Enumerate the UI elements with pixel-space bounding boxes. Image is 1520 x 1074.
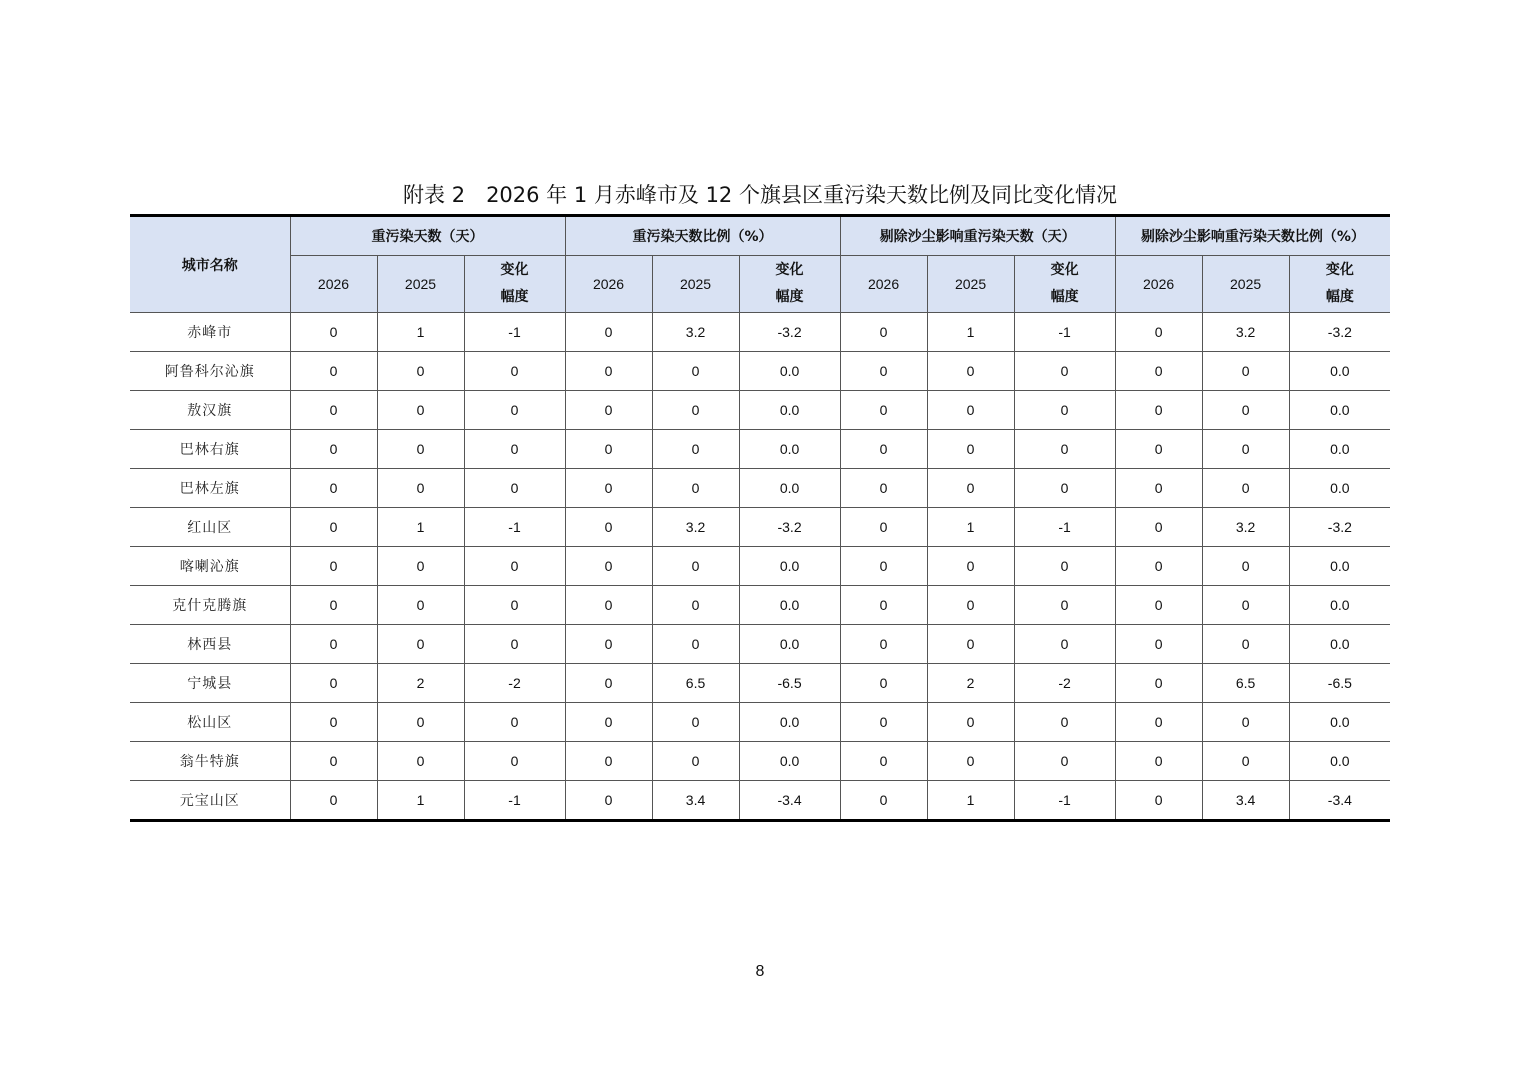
value-cell: 0 bbox=[1115, 703, 1202, 742]
value-cell: -1 bbox=[1014, 781, 1115, 821]
value-cell: 0 bbox=[565, 352, 652, 391]
value-cell: 0 bbox=[1202, 469, 1289, 508]
city-name-cell: 赤峰市 bbox=[130, 313, 290, 352]
value-cell: 0 bbox=[290, 508, 377, 547]
value-cell: 0 bbox=[1202, 586, 1289, 625]
value-cell: 0 bbox=[840, 742, 927, 781]
pollution-days-table bbox=[130, 214, 1390, 822]
year-2025-header: 2025 bbox=[927, 256, 1014, 313]
value-cell: 0 bbox=[1014, 586, 1115, 625]
group-header-heavy-ratio: 重污染天数比例（%） bbox=[565, 216, 840, 256]
value-cell: 0 bbox=[1115, 625, 1202, 664]
value-cell: 0 bbox=[290, 469, 377, 508]
value-cell: 0 bbox=[1202, 352, 1289, 391]
value-cell: 0 bbox=[290, 586, 377, 625]
value-cell: 0 bbox=[840, 586, 927, 625]
value-cell: 0 bbox=[1115, 313, 1202, 352]
value-cell: 3.2 bbox=[652, 313, 739, 352]
table-row bbox=[130, 313, 1390, 352]
value-cell: 0 bbox=[1115, 391, 1202, 430]
year-2026-header: 2026 bbox=[565, 256, 652, 313]
value-cell: -3.2 bbox=[1289, 313, 1390, 352]
value-cell: 0 bbox=[1115, 781, 1202, 821]
value-cell: 0 bbox=[652, 742, 739, 781]
city-name-cell: 喀喇沁旗 bbox=[130, 547, 290, 586]
value-cell: 0 bbox=[1115, 352, 1202, 391]
value-cell: 0 bbox=[927, 625, 1014, 664]
value-cell: 0 bbox=[840, 625, 927, 664]
value-cell: 0 bbox=[1014, 703, 1115, 742]
value-cell: 0 bbox=[377, 742, 464, 781]
value-cell: 0 bbox=[1014, 547, 1115, 586]
value-cell: 0 bbox=[377, 703, 464, 742]
value-cell: 0 bbox=[1202, 547, 1289, 586]
value-cell: 0 bbox=[464, 391, 565, 430]
table-row bbox=[130, 430, 1390, 469]
value-cell: -1 bbox=[1014, 313, 1115, 352]
value-cell: 0.0 bbox=[1289, 547, 1390, 586]
value-cell: 0 bbox=[1014, 430, 1115, 469]
value-cell: 0 bbox=[840, 313, 927, 352]
value-cell: 0.0 bbox=[1289, 430, 1390, 469]
header-row-groups bbox=[130, 216, 1390, 256]
year-2026-header: 2026 bbox=[840, 256, 927, 313]
value-cell: 0 bbox=[652, 586, 739, 625]
value-cell: -2 bbox=[1014, 664, 1115, 703]
value-cell: 0 bbox=[464, 703, 565, 742]
value-cell: 0.0 bbox=[739, 391, 840, 430]
value-cell: -1 bbox=[1014, 508, 1115, 547]
value-cell: 0 bbox=[565, 508, 652, 547]
value-cell: 0 bbox=[840, 547, 927, 586]
value-cell: 3.2 bbox=[652, 508, 739, 547]
value-cell: -3.2 bbox=[1289, 508, 1390, 547]
value-cell: 1 bbox=[377, 313, 464, 352]
year-2025-header: 2025 bbox=[377, 256, 464, 313]
value-cell: 0 bbox=[840, 469, 927, 508]
value-cell: 0 bbox=[1014, 391, 1115, 430]
value-cell: 0 bbox=[1115, 742, 1202, 781]
table-row bbox=[130, 508, 1390, 547]
value-cell: 0 bbox=[565, 469, 652, 508]
value-cell: 0 bbox=[290, 430, 377, 469]
value-cell: 0.0 bbox=[1289, 469, 1390, 508]
value-cell: 0.0 bbox=[739, 469, 840, 508]
table-row bbox=[130, 586, 1390, 625]
value-cell: 0 bbox=[652, 547, 739, 586]
value-cell: 0.0 bbox=[739, 547, 840, 586]
value-cell: 0 bbox=[565, 547, 652, 586]
value-cell: -3.2 bbox=[739, 313, 840, 352]
value-cell: 0 bbox=[652, 391, 739, 430]
value-cell: 0 bbox=[377, 625, 464, 664]
value-cell: 0 bbox=[927, 547, 1014, 586]
value-cell: 0.0 bbox=[1289, 742, 1390, 781]
value-cell: 0 bbox=[652, 703, 739, 742]
value-cell: -6.5 bbox=[739, 664, 840, 703]
value-cell: 0 bbox=[290, 664, 377, 703]
value-cell: 0 bbox=[464, 547, 565, 586]
value-cell: 0.0 bbox=[739, 586, 840, 625]
change-header: 变化 幅度 bbox=[739, 256, 840, 313]
value-cell: 0 bbox=[290, 547, 377, 586]
value-cell: 0 bbox=[1202, 703, 1289, 742]
value-cell: 0 bbox=[565, 391, 652, 430]
value-cell: 0 bbox=[840, 781, 927, 821]
value-cell: 0 bbox=[565, 313, 652, 352]
city-name-cell: 克什克腾旗 bbox=[130, 586, 290, 625]
city-name-cell: 翁牛特旗 bbox=[130, 742, 290, 781]
value-cell: 6.5 bbox=[652, 664, 739, 703]
value-cell: 0.0 bbox=[1289, 703, 1390, 742]
change-header: 变化 幅度 bbox=[1014, 256, 1115, 313]
table-row bbox=[130, 352, 1390, 391]
value-cell: 0 bbox=[565, 742, 652, 781]
value-cell: 0 bbox=[927, 391, 1014, 430]
value-cell: 0.0 bbox=[739, 703, 840, 742]
value-cell: 0.0 bbox=[1289, 625, 1390, 664]
table-row bbox=[130, 703, 1390, 742]
value-cell: 0 bbox=[927, 586, 1014, 625]
group-header-heavy-days: 重污染天数（天） bbox=[290, 216, 565, 256]
value-cell: 0 bbox=[377, 586, 464, 625]
value-cell: 0 bbox=[565, 703, 652, 742]
city-name-cell: 敖汉旗 bbox=[130, 391, 290, 430]
value-cell: 0 bbox=[652, 430, 739, 469]
value-cell: 1 bbox=[927, 313, 1014, 352]
value-cell: 0 bbox=[840, 508, 927, 547]
value-cell: -1 bbox=[464, 313, 565, 352]
table-row bbox=[130, 625, 1390, 664]
value-cell: 0 bbox=[1115, 547, 1202, 586]
value-cell: 0 bbox=[1115, 508, 1202, 547]
value-cell: 0 bbox=[565, 430, 652, 469]
year-2026-header: 2026 bbox=[290, 256, 377, 313]
value-cell: 0 bbox=[290, 781, 377, 821]
change-header: 变化 幅度 bbox=[1289, 256, 1390, 313]
value-cell: 0.0 bbox=[739, 430, 840, 469]
value-cell: 0 bbox=[290, 703, 377, 742]
value-cell: 3.4 bbox=[652, 781, 739, 821]
value-cell: -3.2 bbox=[739, 508, 840, 547]
value-cell: 1 bbox=[377, 781, 464, 821]
value-cell: 0 bbox=[464, 352, 565, 391]
value-cell: 0 bbox=[840, 352, 927, 391]
table-row bbox=[130, 547, 1390, 586]
value-cell: 0 bbox=[927, 703, 1014, 742]
table-row bbox=[130, 391, 1390, 430]
value-cell: 0 bbox=[464, 625, 565, 664]
year-2025-header: 2025 bbox=[652, 256, 739, 313]
value-cell: 0 bbox=[1014, 625, 1115, 664]
table-row bbox=[130, 742, 1390, 781]
value-cell: 0 bbox=[565, 664, 652, 703]
value-cell: 0 bbox=[1115, 430, 1202, 469]
value-cell: 0 bbox=[1202, 625, 1289, 664]
value-cell: 0 bbox=[927, 430, 1014, 469]
value-cell: 0 bbox=[927, 742, 1014, 781]
city-name-header: 城市名称 bbox=[130, 216, 290, 313]
value-cell: 0.0 bbox=[1289, 586, 1390, 625]
value-cell: 0 bbox=[290, 742, 377, 781]
value-cell: 3.2 bbox=[1202, 313, 1289, 352]
value-cell: 0 bbox=[652, 352, 739, 391]
value-cell: 0 bbox=[840, 664, 927, 703]
year-2025-header: 2025 bbox=[1202, 256, 1289, 313]
value-cell: 0 bbox=[464, 586, 565, 625]
value-cell: 0 bbox=[1202, 391, 1289, 430]
value-cell: 0 bbox=[1202, 742, 1289, 781]
value-cell: 0.0 bbox=[1289, 352, 1390, 391]
city-name-cell: 松山区 bbox=[130, 703, 290, 742]
change-header: 变化 幅度 bbox=[464, 256, 565, 313]
value-cell: 0 bbox=[927, 469, 1014, 508]
table-header bbox=[130, 216, 1390, 313]
value-cell: 0 bbox=[840, 391, 927, 430]
value-cell: 6.5 bbox=[1202, 664, 1289, 703]
value-cell: 0 bbox=[290, 313, 377, 352]
value-cell: 0 bbox=[1115, 586, 1202, 625]
value-cell: 0.0 bbox=[739, 625, 840, 664]
value-cell: -1 bbox=[464, 781, 565, 821]
value-cell: 0.0 bbox=[739, 352, 840, 391]
value-cell: 0 bbox=[1014, 742, 1115, 781]
value-cell: 0 bbox=[1115, 469, 1202, 508]
value-cell: 0 bbox=[565, 781, 652, 821]
value-cell: 0.0 bbox=[1289, 391, 1390, 430]
value-cell: -2 bbox=[464, 664, 565, 703]
value-cell: 0 bbox=[377, 352, 464, 391]
value-cell: 2 bbox=[927, 664, 1014, 703]
value-cell: 3.4 bbox=[1202, 781, 1289, 821]
value-cell: 0 bbox=[1014, 352, 1115, 391]
city-name-cell: 巴林左旗 bbox=[130, 469, 290, 508]
value-cell: 0 bbox=[290, 625, 377, 664]
value-cell: 1 bbox=[377, 508, 464, 547]
value-cell: 0 bbox=[377, 469, 464, 508]
value-cell: 0 bbox=[652, 625, 739, 664]
value-cell: 0 bbox=[1014, 469, 1115, 508]
value-cell: 2 bbox=[377, 664, 464, 703]
value-cell: 0 bbox=[927, 352, 1014, 391]
value-cell: 0 bbox=[377, 430, 464, 469]
city-name-cell: 林西县 bbox=[130, 625, 290, 664]
value-cell: 0.0 bbox=[739, 742, 840, 781]
value-cell: 1 bbox=[927, 781, 1014, 821]
year-2026-header: 2026 bbox=[1115, 256, 1202, 313]
group-header-dust-excluded-days: 剔除沙尘影响重污染天数（天） bbox=[840, 216, 1115, 256]
table-row bbox=[130, 664, 1390, 703]
city-name-cell: 红山区 bbox=[130, 508, 290, 547]
value-cell: 0 bbox=[840, 430, 927, 469]
value-cell: 0 bbox=[840, 703, 927, 742]
group-header-dust-excluded-ratio: 剔除沙尘影响重污染天数比例（%） bbox=[1115, 216, 1390, 256]
value-cell: -1 bbox=[464, 508, 565, 547]
city-name-cell: 宁城县 bbox=[130, 664, 290, 703]
value-cell: -6.5 bbox=[1289, 664, 1390, 703]
value-cell: 0 bbox=[377, 391, 464, 430]
value-cell: 0 bbox=[464, 742, 565, 781]
header-row-sub bbox=[130, 256, 1390, 313]
city-name-cell: 阿鲁科尔沁旗 bbox=[130, 352, 290, 391]
document-title: 附表 2 2026 年 1 月赤峰市及 12 个旗县区重污染天数比例及同比变化情况 bbox=[403, 183, 1117, 207]
value-cell: 0 bbox=[290, 391, 377, 430]
value-cell: 0 bbox=[377, 547, 464, 586]
value-cell: 0 bbox=[464, 430, 565, 469]
table-row bbox=[130, 469, 1390, 508]
value-cell: 0 bbox=[1202, 430, 1289, 469]
value-cell: -3.4 bbox=[739, 781, 840, 821]
value-cell: 0 bbox=[464, 469, 565, 508]
table-row bbox=[130, 781, 1390, 821]
value-cell: 0 bbox=[290, 352, 377, 391]
table-body bbox=[130, 313, 1390, 821]
city-name-cell: 元宝山区 bbox=[130, 781, 290, 821]
value-cell: -3.4 bbox=[1289, 781, 1390, 821]
page-number: 8 bbox=[755, 963, 765, 980]
value-cell: 3.2 bbox=[1202, 508, 1289, 547]
value-cell: 1 bbox=[927, 508, 1014, 547]
value-cell: 0 bbox=[1115, 664, 1202, 703]
city-name-cell: 巴林右旗 bbox=[130, 430, 290, 469]
value-cell: 0 bbox=[565, 586, 652, 625]
value-cell: 0 bbox=[565, 625, 652, 664]
value-cell: 0 bbox=[652, 469, 739, 508]
